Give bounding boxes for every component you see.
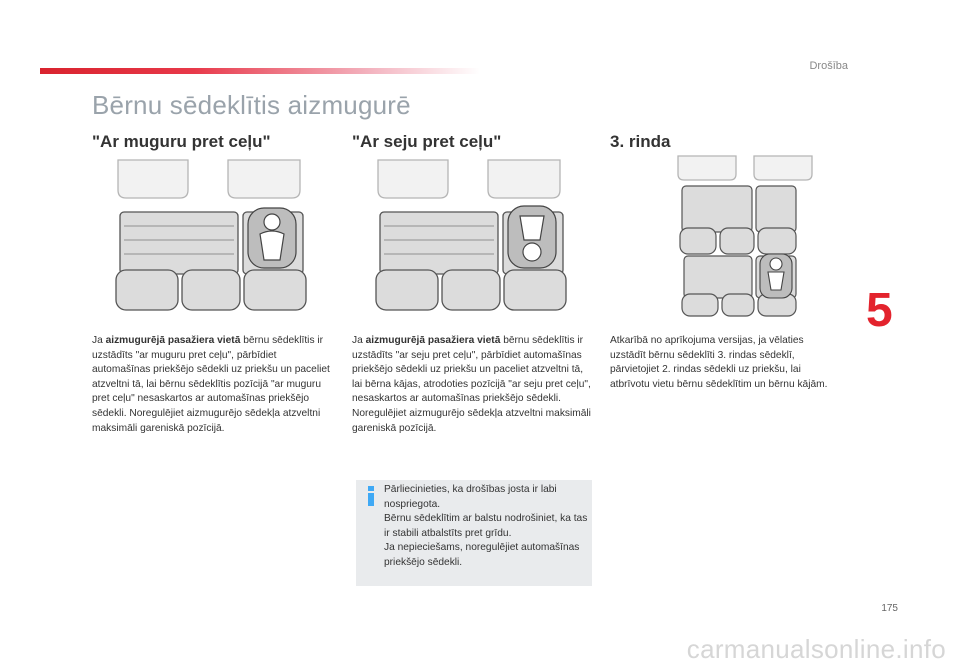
heading-rear-facing: "Ar muguru pret ceļu" <box>92 132 271 151</box>
text-prefix: Ja <box>92 335 106 346</box>
forward-facing-description <box>352 334 592 436</box>
chapter-number: 5 <box>866 284 893 337</box>
text-rest: Atkarībā no aprīkojuma versijas, ja vēlaties uzstādīt bērnu sēdeklīti 3. rindas sēdeklī, pārvietojiet 2. rindas sēdekli uz priekšu, lai atbrīvotu vietu bērnu sēdeklītim un bērnu kājām. <box>610 335 828 390</box>
heading-forward-facing: "Ar seju pret ceļu" <box>352 132 502 151</box>
info-text <box>384 483 588 571</box>
rear-facing-description <box>92 334 332 436</box>
text-prefix: Ja <box>352 335 366 346</box>
section-label: Drošība <box>809 60 848 72</box>
heading-third-row: 3. rinda <box>610 132 671 151</box>
text-rest: bērnu sēdeklītis ir uzstādīts "ar muguru pret ceļu", pārbīdiet automašīnas priekšējo sēdekli uz priekšu un paceliet atzveltni tā, lai bērnu sēdeklītis pozīcijā "ar muguru pret ceļu" nesaskartos ar automašīnas priekšējo sēdekli. Noregulējiet aizmugurējo sēdekļa atzveltni maksimāli gareniskā pozīcijā. <box>92 335 330 434</box>
third-row-description <box>610 334 835 392</box>
header-accent-bar <box>40 68 480 74</box>
page-number: 175 <box>881 603 898 614</box>
forward-facing-seat-illustration <box>368 150 578 318</box>
rear-facing-seat-illustration <box>108 150 318 318</box>
info-line: Ja nepieciešams, noregulējiet automašīnas priekšējo sēdekli. <box>384 542 580 568</box>
info-box <box>356 480 592 586</box>
info-line: Pārliecinieties, ka drošības josta ir labi nospriegota. <box>384 484 557 510</box>
text-bold: aizmugurējā pasažiera vietā <box>105 335 241 346</box>
text-bold: aizmugurējā pasažiera vietā <box>365 335 501 346</box>
third-row-seat-illustration <box>670 150 820 320</box>
info-line: Bērnu sēdeklītim ar balstu nodrošiniet, ka tas ir stabili atbalstīts pret grīdu. <box>384 513 588 539</box>
watermark: carmanualsonline.info <box>686 634 946 664</box>
info-icon <box>364 485 378 507</box>
page-title: Bērnu sēdeklītis aizmugurē <box>92 90 411 120</box>
text-rest: bērnu sēdeklītis ir uzstādīts "ar seju pret ceļu", pārbīdiet automašīnas priekšējo sēdekli uz priekšu un paceliet atzveltni tā, lai bērna kājas, atrodoties pozīcijā "ar seju pret ceļu", nesaskartos ar automašīnas priekšējo sēdekli. Noregulējiet aizmugurējo sēdekļa atzveltni maksimāli gareniskā pozīcijā. <box>352 335 591 434</box>
